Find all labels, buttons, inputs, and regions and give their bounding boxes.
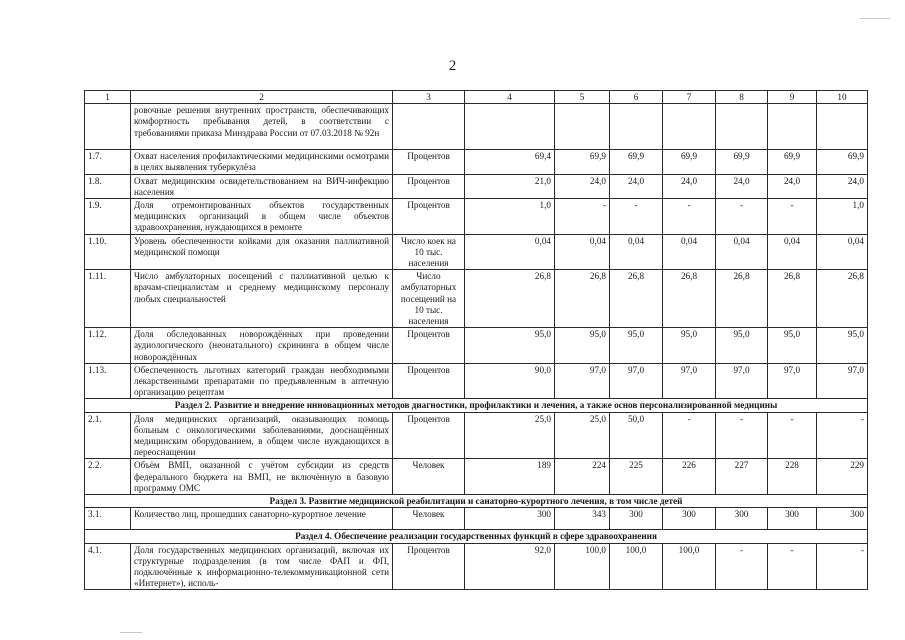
value-cell: - xyxy=(555,199,610,235)
header-cell: 1 xyxy=(85,91,131,104)
value-cell: - xyxy=(716,199,768,235)
unit-of-measure: Процентов xyxy=(393,328,465,364)
value-cell xyxy=(716,104,768,150)
table-row xyxy=(85,234,868,270)
value-cell: 69,9 xyxy=(716,150,768,174)
value-cell: 90,0 xyxy=(465,363,555,399)
indicators-table xyxy=(84,90,868,590)
value-cell: 97,0 xyxy=(716,363,768,399)
value-cell: 97,0 xyxy=(610,363,663,399)
value-cell: 95,0 xyxy=(610,328,663,364)
scan-mark xyxy=(860,18,890,19)
unit-of-measure: Число коек на 10 тыс. населения xyxy=(393,234,465,270)
value-cell: 0,04 xyxy=(817,234,868,270)
value-cell: - xyxy=(768,543,817,590)
section-title: Раздел 2. Развитие и внедрение инновационных методов диагностики, профилактики и лечения, а также основ персонализированной медицины xyxy=(85,399,868,412)
value-cell: 26,8 xyxy=(768,270,817,328)
value-cell: 228 xyxy=(768,459,817,495)
unit-of-measure: Человек xyxy=(393,459,465,495)
value-cell: 26,8 xyxy=(817,270,868,328)
header-cell: 7 xyxy=(663,91,716,104)
value-cell: 100,0 xyxy=(663,543,716,590)
row-number xyxy=(85,104,131,150)
value-cell: 100,0 xyxy=(555,543,610,590)
value-cell xyxy=(555,104,610,150)
value-cell: 26,8 xyxy=(465,270,555,328)
value-cell: 24,0 xyxy=(555,174,610,198)
section-row xyxy=(85,495,868,508)
row-number: 2.1. xyxy=(85,412,131,459)
value-cell: 224 xyxy=(555,459,610,495)
indicator-name: Доля отремонтированных объектов государственных медицинских организаций в общем числе объектов здравоохранения, нуждающихся в ремонте xyxy=(131,199,393,235)
table-row xyxy=(85,150,868,174)
row-number: 2.2. xyxy=(85,459,131,495)
page-number: 2 xyxy=(448,58,457,74)
unit-of-measure: Процентов xyxy=(393,363,465,399)
table-row xyxy=(85,270,868,328)
value-cell: 26,8 xyxy=(610,270,663,328)
value-cell: - xyxy=(768,412,817,459)
value-cell: 300 xyxy=(610,508,663,530)
value-cell: 189 xyxy=(465,459,555,495)
indicator-name: Обеспеченность льготных категорий граждан необходимыми лекарственными препаратами по предъявленным в аптечную организацию рецептам xyxy=(131,363,393,399)
value-cell: 0,04 xyxy=(610,234,663,270)
indicator-name: Количество лиц, прошедших санаторно-курортное лечение xyxy=(131,508,393,530)
value-cell: 26,8 xyxy=(663,270,716,328)
value-cell: - xyxy=(817,412,868,459)
value-cell: 95,0 xyxy=(663,328,716,364)
header-cell: 8 xyxy=(716,91,768,104)
header-cell: 6 xyxy=(610,91,663,104)
value-cell: 24,0 xyxy=(610,174,663,198)
value-cell: 97,0 xyxy=(555,363,610,399)
value-cell xyxy=(465,104,555,150)
value-cell: 300 xyxy=(663,508,716,530)
indicator-name: Охват медицинским освидетельствованием на ВИЧ-инфекцию населения xyxy=(131,174,393,198)
value-cell: - xyxy=(716,543,768,590)
header-cell: 2 xyxy=(131,91,393,104)
indicator-name: ровочные решения внутренних пространств, обеспечивающих комфортность пребывания детей, в соответствии с требованиями приказа Минздрава России от 07.03.2018 № 92н xyxy=(131,104,393,150)
unit-of-measure: Процентов xyxy=(393,412,465,459)
header-cell: 4 xyxy=(465,91,555,104)
value-cell: 95,0 xyxy=(768,328,817,364)
value-cell: 25,0 xyxy=(465,412,555,459)
section-row xyxy=(85,399,868,412)
indicator-name: Объём ВМП, оказанной с учётом субсидии из средств федерального бюджета на ВМП, не включённую в базовую программу ОМС xyxy=(131,459,393,495)
value-cell: 69,9 xyxy=(663,150,716,174)
unit-of-measure: Человек xyxy=(393,508,465,530)
value-cell: - xyxy=(663,199,716,235)
row-number: 1.7. xyxy=(85,150,131,174)
value-cell: - xyxy=(768,199,817,235)
row-number: 1.8. xyxy=(85,174,131,198)
value-cell: 24,0 xyxy=(768,174,817,198)
value-cell: - xyxy=(716,412,768,459)
value-cell: 300 xyxy=(716,508,768,530)
header-cell: 5 xyxy=(555,91,610,104)
indicator-name: Доля обследованных новорождённых при проведении аудиологического (неонатального) скрининга в общем числе новорождённых xyxy=(131,328,393,364)
value-cell: 25,0 xyxy=(555,412,610,459)
value-cell: 95,0 xyxy=(555,328,610,364)
value-cell: 97,0 xyxy=(768,363,817,399)
row-number: 1.13. xyxy=(85,363,131,399)
unit-of-measure: Процентов xyxy=(393,543,465,590)
row-number: 4.1. xyxy=(85,543,131,590)
value-cell: 0,04 xyxy=(768,234,817,270)
value-cell: 26,8 xyxy=(716,270,768,328)
value-cell xyxy=(768,104,817,150)
indicator-name: Доля медицинских организаций, оказывающих помощь больным с онкологическими заболеваниями, дооснащённых медицинским оборудованием, в общем числе нуждающихся в переоснащении xyxy=(131,412,393,459)
value-cell: - xyxy=(610,199,663,235)
value-cell: 69,4 xyxy=(465,150,555,174)
value-cell: 1,0 xyxy=(817,199,868,235)
indicator-name: Охват населения профилактическими медицинскими осмотрами в целях выявления туберкулёза xyxy=(131,150,393,174)
row-number: 1.12. xyxy=(85,328,131,364)
section-title: Раздел 4. Обеспечение реализации государственных функций в сфере здравоохранения xyxy=(85,530,868,543)
header-cell: 10 xyxy=(817,91,868,104)
scan-mark xyxy=(120,632,142,633)
value-cell: 95,0 xyxy=(716,328,768,364)
value-cell: 226 xyxy=(663,459,716,495)
indicator-name: Уровень обеспеченности койками для оказания паллиативной медицинской помощи xyxy=(131,234,393,270)
indicator-name: Число амбулаторных посещений с паллиативной целью к врачам-специалистам и среднему медицинскому персоналу любых специальностей xyxy=(131,270,393,328)
table-row xyxy=(85,174,868,198)
table-row xyxy=(85,363,868,399)
value-cell: 69,9 xyxy=(610,150,663,174)
table-row xyxy=(85,508,868,530)
section-title: Раздел 3. Развитие медицинской реабилитации и санаторно-курортного лечения, в том числе детей xyxy=(85,495,868,508)
value-cell: 97,0 xyxy=(663,363,716,399)
value-cell: 50,0 xyxy=(610,412,663,459)
value-cell: 69,9 xyxy=(817,150,868,174)
value-cell: 225 xyxy=(610,459,663,495)
value-cell xyxy=(663,104,716,150)
value-cell: 300 xyxy=(768,508,817,530)
value-cell: 21,0 xyxy=(465,174,555,198)
indicator-name: Доля государственных медицинских организаций, включая их структурные подразделения (в том числе ФАП и ФП, подключённые к информационно-телекоммуникационной сети «Интернет»), исполь- xyxy=(131,543,393,590)
value-cell: 95,0 xyxy=(465,328,555,364)
row-number: 1.9. xyxy=(85,199,131,235)
value-cell: 0,04 xyxy=(663,234,716,270)
value-cell: 95,0 xyxy=(817,328,868,364)
value-cell: 97,0 xyxy=(817,363,868,399)
header-cell: 3 xyxy=(393,91,465,104)
value-cell: - xyxy=(817,543,868,590)
value-cell: 100,0 xyxy=(610,543,663,590)
table-row xyxy=(85,459,868,495)
row-number: 1.11. xyxy=(85,270,131,328)
value-cell xyxy=(817,104,868,150)
table-row xyxy=(85,412,868,459)
unit-of-measure: Процентов xyxy=(393,199,465,235)
value-cell xyxy=(610,104,663,150)
unit-of-measure: Процентов xyxy=(393,174,465,198)
table-row xyxy=(85,328,868,364)
value-cell: 300 xyxy=(817,508,868,530)
value-cell: 0,04 xyxy=(716,234,768,270)
unit-of-measure xyxy=(393,104,465,150)
value-cell: 26,8 xyxy=(555,270,610,328)
header-row xyxy=(85,91,868,104)
value-cell: 24,0 xyxy=(663,174,716,198)
unit-of-measure: Процентов xyxy=(393,150,465,174)
value-cell: 343 xyxy=(555,508,610,530)
table-row xyxy=(85,199,868,235)
value-cell: 229 xyxy=(817,459,868,495)
value-cell: 24,0 xyxy=(817,174,868,198)
table-row xyxy=(85,543,868,590)
value-cell: 227 xyxy=(716,459,768,495)
table-row xyxy=(85,104,868,150)
value-cell: 24,0 xyxy=(716,174,768,198)
value-cell: 300 xyxy=(465,508,555,530)
section-row xyxy=(85,530,868,543)
header-cell: 9 xyxy=(768,91,817,104)
value-cell: 69,9 xyxy=(555,150,610,174)
row-number: 3.1. xyxy=(85,508,131,530)
value-cell: - xyxy=(663,412,716,459)
value-cell: 0,04 xyxy=(555,234,610,270)
unit-of-measure: Число амбулаторных посещений на 10 тыс. населения xyxy=(393,270,465,328)
value-cell: 1,0 xyxy=(465,199,555,235)
value-cell: 69,9 xyxy=(768,150,817,174)
value-cell: 92,0 xyxy=(465,543,555,590)
value-cell: 0,04 xyxy=(465,234,555,270)
row-number: 1.10. xyxy=(85,234,131,270)
